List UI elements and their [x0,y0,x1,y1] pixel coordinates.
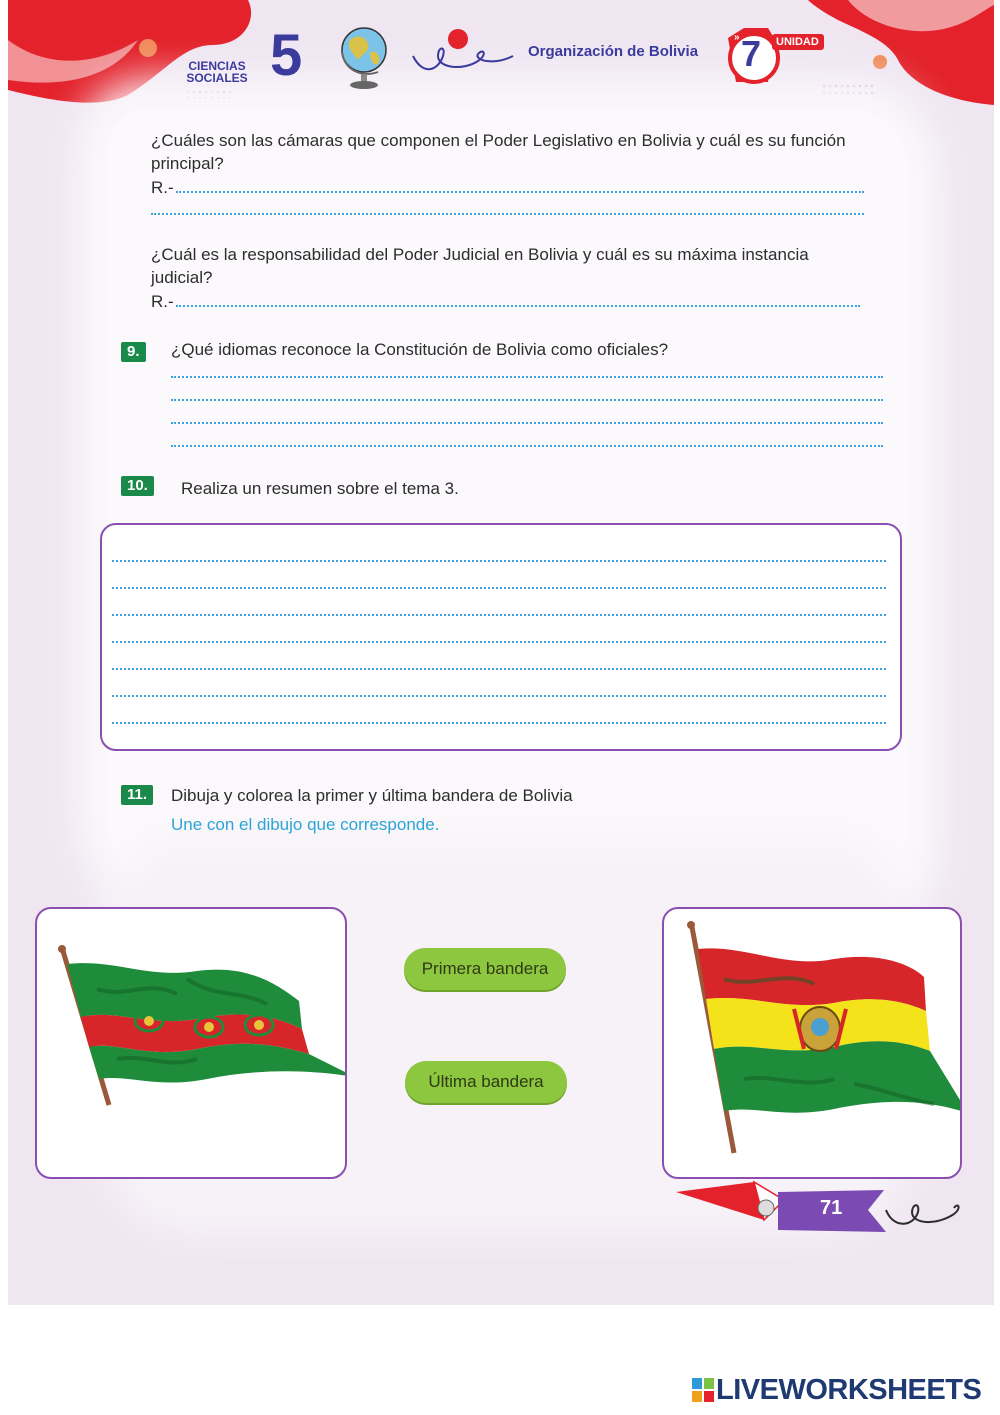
unit-label: UNIDAD [776,36,819,48]
brand-logo [692,1378,714,1402]
question-10-text: Realiza un resumen sobre el tema 3. [181,479,459,498]
question-11-instruction: Une con el dibujo que corresponde. [171,815,440,834]
summary-line-7[interactable] [112,722,886,724]
question-11-number: 11. [121,785,153,805]
last-flag-image [664,909,960,1177]
page-number: 71 [820,1197,843,1219]
subject-line1: CIENCIAS [188,59,246,73]
answer-prefix-2: R.- [151,292,174,311]
answer-prefix-1: R.- [151,178,174,197]
unit-number: 7 [741,33,762,74]
svg-text:»: » [734,32,740,43]
q9-line-2[interactable] [171,399,883,401]
summary-line-2[interactable] [112,587,886,589]
question-10-number: 10. [121,476,154,496]
brand-name: LIVEWORKSHEETS [716,1374,982,1406]
question-legislativo: ¿Cuáles son las cámaras que componen el Poder Legislativo en Bolivia y cuál es su función principal? [151,131,846,173]
topic-title: Organización de Bolivia [528,43,699,60]
subject-line2: SOCIALES [186,71,248,85]
q9-line-4[interactable] [171,445,883,447]
subject-label [182,60,252,84]
last-flag-box[interactable] [662,907,962,1179]
summary-box[interactable] [100,523,902,751]
paper-background [108,110,908,890]
summary-line-5[interactable] [112,668,886,670]
unit-badge [720,24,830,88]
grade-number: 5 [270,23,303,88]
q9-line-1[interactable] [171,376,883,378]
last-flag-button[interactable]: Última bandera [405,1061,567,1103]
brand-grid-icon [692,1378,714,1402]
first-flag-button[interactable]: Primera bandera [404,948,566,990]
first-flag-box[interactable] [35,907,347,1179]
answer-line-1[interactable] [176,191,864,193]
answer-line-2[interactable] [151,213,864,215]
question-9-number: 9. [121,342,146,362]
answer-line-3[interactable] [176,305,860,307]
question-11-text: Dibuja y colorea la primer y última bandera de Bolivia [171,786,573,805]
summary-line-4[interactable] [112,641,886,643]
worksheet-page [8,0,994,1305]
first-flag-image [37,909,345,1177]
summary-line-3[interactable] [112,614,886,616]
globe-icon [336,22,392,92]
question-9-text: ¿Qué idiomas reconoce la Constitución de Bolivia como oficiales? [171,340,669,359]
summary-line-1[interactable] [112,560,886,562]
swirl-decoration [408,26,518,76]
summary-line-6[interactable] [112,695,886,697]
q9-line-3[interactable] [171,422,883,424]
question-judicial: ¿Cuál es la responsabilidad del Poder Judicial en Bolivia y cuál es su máxima instancia judicial? [151,245,809,287]
